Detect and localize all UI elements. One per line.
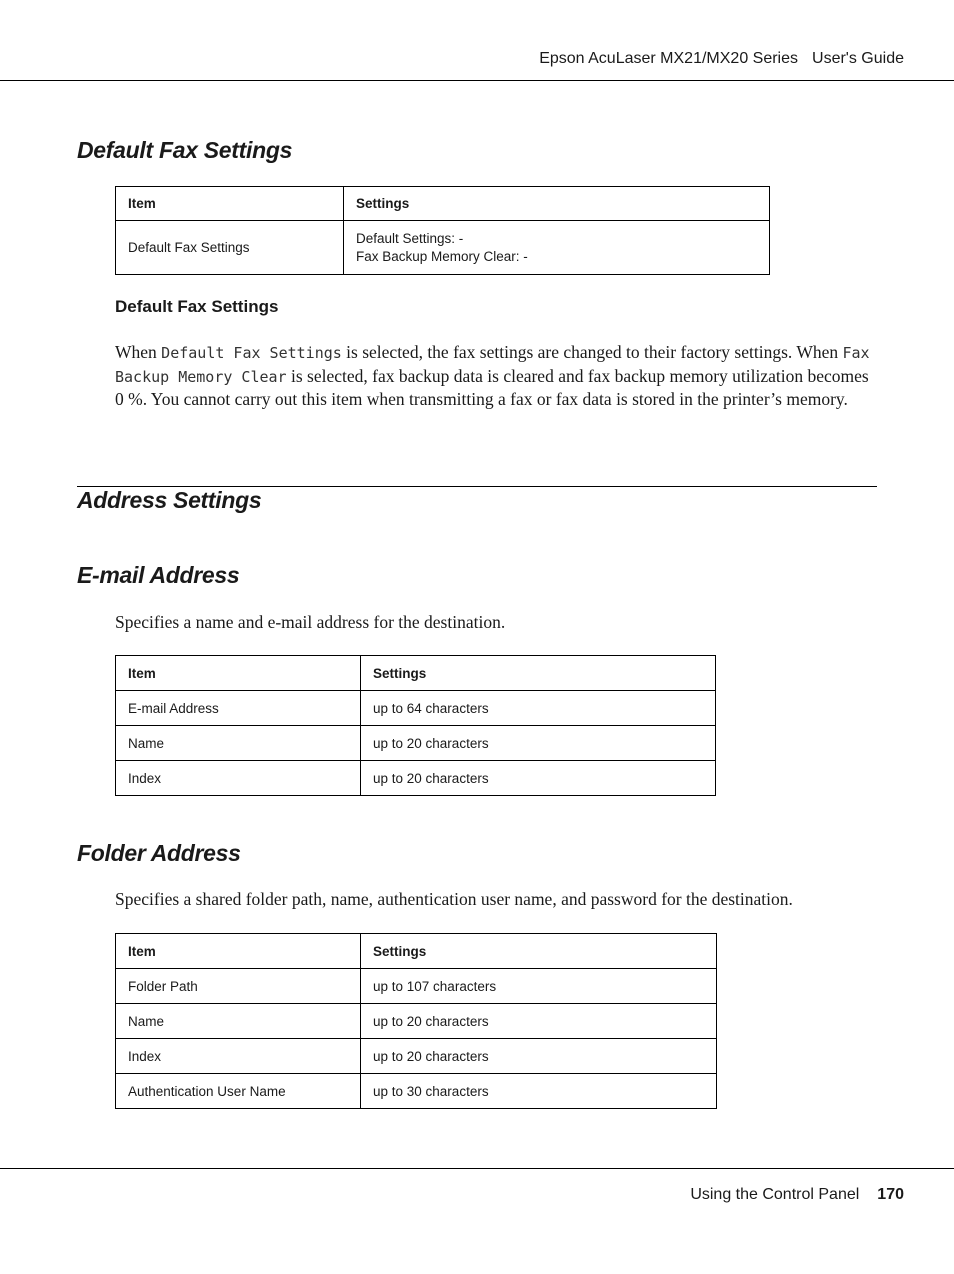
- table-row: [116, 726, 716, 761]
- para-text: is selected, the fax settings are changed to their factory settings. When: [341, 342, 843, 362]
- header-rule: [0, 80, 954, 81]
- para-text: When: [115, 342, 162, 362]
- cell-settings: up to 30 characters: [361, 1074, 717, 1109]
- email-address-table: [115, 655, 716, 796]
- cell-settings: up to 107 characters: [361, 969, 717, 1004]
- settings-line-backup: Fax Backup Memory Clear: -: [356, 248, 528, 264]
- para-text: is selected, fax backup data is cleared and fax backup memory utilization becomes 0 %. You cannot carry out this item when transmitting a fax or fax data is stored in the printer’s memory.: [115, 365, 869, 409]
- cell-item: Authentication User Name: [116, 1074, 361, 1109]
- table-header-row: [116, 934, 717, 969]
- table-row: [116, 691, 716, 726]
- table-row: [116, 1074, 717, 1109]
- col-header-item: Item: [116, 187, 344, 221]
- cell-settings: up to 20 characters: [361, 761, 716, 796]
- cell-settings: up to 20 characters: [361, 726, 716, 761]
- cell-item: Index: [116, 761, 361, 796]
- table-header-row: [116, 187, 770, 221]
- folder-description: Specifies a shared folder path, name, authentication user name, and password for the destination.: [115, 889, 793, 909]
- cell-settings: up to 20 characters: [361, 1039, 717, 1074]
- cell-item: Default Fax Settings: [116, 221, 344, 275]
- default-fax-description: [115, 341, 880, 411]
- cell-settings: up to 64 characters: [361, 691, 716, 726]
- col-header-item: Item: [116, 934, 361, 969]
- email-description: Specifies a name and e-mail address for the destination.: [115, 612, 506, 632]
- page-number: 170: [877, 1186, 904, 1203]
- table-row: [116, 1004, 717, 1039]
- default-fax-table: [115, 186, 770, 275]
- heading-folder-address: Folder Address: [77, 840, 241, 866]
- folder-address-table: [115, 933, 717, 1109]
- table-header-row: [116, 656, 716, 691]
- subheading-default-fax-settings: Default Fax Settings: [115, 297, 279, 316]
- cell-settings: [344, 221, 770, 275]
- col-header-settings: Settings: [344, 187, 770, 221]
- heading-address-settings: Address Settings: [77, 487, 262, 513]
- header-product: Epson AcuLaser MX21/MX20 Series: [539, 50, 799, 67]
- table-row: [116, 761, 716, 796]
- col-header-item: Item: [116, 656, 361, 691]
- footer-rule: [0, 1168, 954, 1169]
- cell-settings: up to 20 characters: [361, 1004, 717, 1039]
- footer-chapter: Using the Control Panel: [690, 1186, 860, 1203]
- col-header-settings: Settings: [361, 656, 716, 691]
- header-guide: User's Guide: [812, 50, 904, 67]
- page-footer: [690, 1186, 904, 1204]
- menu-code-default-fax: Default Fax Settings: [161, 344, 342, 362]
- col-header-settings: Settings: [361, 934, 717, 969]
- table-row: [116, 1039, 717, 1074]
- heading-default-fax-settings: Default Fax Settings: [77, 137, 293, 163]
- cell-item: Name: [116, 1004, 361, 1039]
- cell-item: Index: [116, 1039, 361, 1074]
- table-row: [116, 221, 770, 275]
- cell-item: E-mail Address: [116, 691, 361, 726]
- heading-email-address: E-mail Address: [77, 562, 240, 588]
- settings-line-default: Default Settings: -: [356, 230, 464, 246]
- menu-code-backup-clear: Fax Backup Memory Clear: [115, 344, 870, 386]
- table-row: [116, 969, 717, 1004]
- cell-item: Folder Path: [116, 969, 361, 1004]
- page-header: [539, 50, 904, 68]
- cell-item: Name: [116, 726, 361, 761]
